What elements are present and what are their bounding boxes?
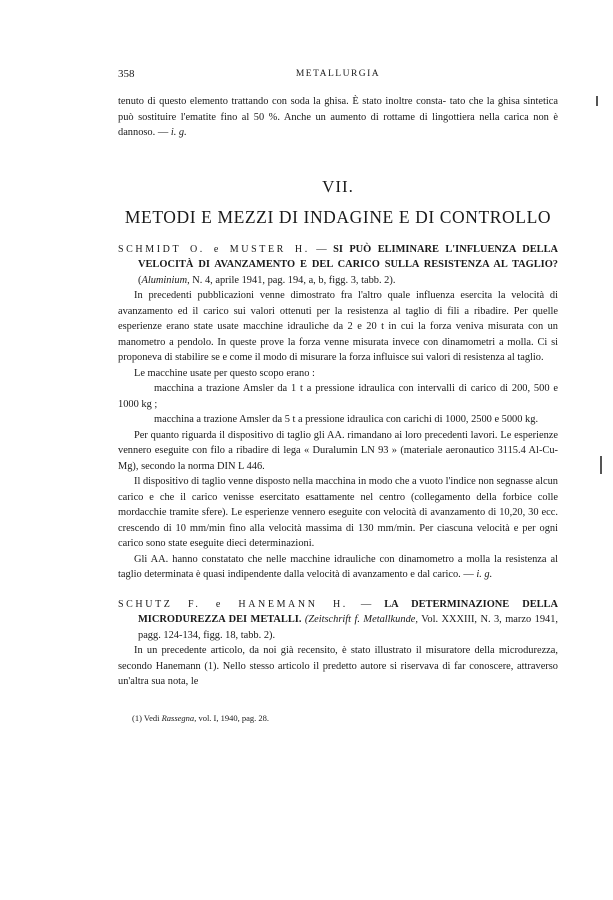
chapter-numeral: VII. xyxy=(322,176,354,196)
entry-heading xyxy=(118,597,558,644)
running-header xyxy=(118,68,558,86)
entry-journal: (Zeitschrift f. Metallkunde, xyxy=(304,614,418,625)
review-entry-1 xyxy=(118,242,558,583)
footnote-journal: Rassegna xyxy=(161,712,195,723)
paragraph: macchina a trazione Amsler da 5 t a pressione idraulica con carichi di 1000, 2500 e 5000 kg. xyxy=(154,414,539,425)
paragraph xyxy=(118,552,558,583)
review-entry-2 xyxy=(118,597,558,690)
opening-line-3: aumento di rottame di lingottiera nella carica non è dannoso. — xyxy=(118,111,558,138)
entry-authors: SCHMIDT O. e MUSTER H. xyxy=(118,243,310,255)
opening-line-1: tenuto di questo elemento trattando con soda la ghisa. È stato inoltre consta- xyxy=(118,96,447,107)
page xyxy=(118,68,558,724)
paragraph: Per quanto riguarda il dispositivo di taglio gli AA. rimandano ai loro precedenti lavori. Le esperienze vennero eseguite con filo a ribadire di lega « Duralumin LN 93 » (materiale aeronautico 3115.4 Al-Cu-Mg), secondo la norma DIN L 446. xyxy=(118,429,558,472)
paragraph: Le macchine usate per questo scopo erano : xyxy=(134,367,315,379)
page-number: 358 xyxy=(118,68,135,80)
footnote-ref: (1) Vedi xyxy=(132,712,162,723)
signature: i. g. xyxy=(170,127,187,138)
entry-title: LA DETERMINAZIONE DELLA MICRODUREZZA DEI METALLI. xyxy=(138,598,558,625)
entry-dash: — xyxy=(309,243,334,255)
entry-dash: — xyxy=(347,598,385,610)
entry-citation: Vol. XXXIII, N. 3, marzo 1941, pagg. 124-134, figg. 18, tabb. 2). xyxy=(138,614,558,641)
signature: i. g. xyxy=(476,569,493,580)
paragraph-text: Gli AA. hanno constatato che nelle macchine idrauliche con dinamometro a molla la resistenza al taglio determinata è quasi indipendente dalla velocità di avanzamento e dal carico. — xyxy=(118,553,558,580)
paragraph: Il dispositivo di taglio venne disposto nella macchina in modo che a vuoto l'indice non segnasse alcun carico e che il carico venisse esercitato esattamente nel centro (collegamento della forbice colle mordacchie tramite sfere). Le esperienze vennero eseguite con velocità di avanzamento di 10,20, 30 ecc. crescendo di 10 mm/min fino alla velocità massima di 130 mm/min. Per ciascuna velocità e per ogni carico sono state eseguite dieci determinazioni. xyxy=(118,476,558,549)
running-title: METALLURGIA xyxy=(295,69,381,79)
entry-heading: SCHMIDT O. e MUSTER H. — SI PUÒ ELIMINARE L'INFLUENZA DELLA VELOCITÀ DI AVANZAMENTO E DEL CARICO SULLA RESISTENZA AL TAGLIO? (Aluminium, N. 4, aprile 1941, pag. 194, a, b, figg. 3, tabb. 2). xyxy=(118,243,558,286)
entry-journal: Aluminium xyxy=(141,274,188,286)
paragraph: In un precedente articolo, da noi già recensito, è stato illustrato il misuratore della microdurezza, secondo Hanemann (1). Nello stesso articolo il predetto autore si riservava di far conoscere, attraverso un'altra sua nota, le xyxy=(118,645,558,687)
paragraph: macchina a trazione Amsler da 1 t a pressione idraulica con intervalli di carico di 200, 500 e 1000 kg ; xyxy=(118,383,558,410)
opening-line-2: tato che la ghisa sintetica può sostituire l'ematite fino al 50 %. Anche un xyxy=(118,96,558,123)
chapter-title: METODI E MEZZI DI INDAGINE E DI CONTROLLO xyxy=(124,206,552,227)
footnote-text: , vol. I, 1940, pag. 28. xyxy=(194,712,270,723)
margin-mark xyxy=(596,96,598,106)
paragraph: In precedenti pubblicazioni venne dimostrato fra l'altro quale influenza esercita la velocità di avanzamento ed il carico sui valori ottenuti per la resistenza al taglio di fili a ribadire. Per quelle esperienze erano state usate macchine idrauliche da 2 e 20 t in cui la forza veniva misurata con un manometro a pendolo. In queste prove la forza venne misurata invece con dinamometri a molla. Ci si proponeva di stabilire se e come il modo di misurare la forza influisce sui valori di resistenza al taglio. xyxy=(118,290,558,363)
footnote xyxy=(118,712,558,724)
entry-authors: SCHUTZ F. e HANEMANN H. xyxy=(118,598,348,610)
opening-paragraph xyxy=(118,94,558,141)
entry-citation: , N. 4, aprile 1941, pag. 194, a, b, figg. 3, tabb. 2). xyxy=(187,274,396,286)
margin-mark xyxy=(600,456,602,474)
entry-title: SI PUÒ ELIMINARE L'INFLUENZA DELLA VELOCITÀ DI AVANZAMENTO E DEL CARICO SULLA RESISTENZA AL TAGLIO? xyxy=(138,243,558,270)
